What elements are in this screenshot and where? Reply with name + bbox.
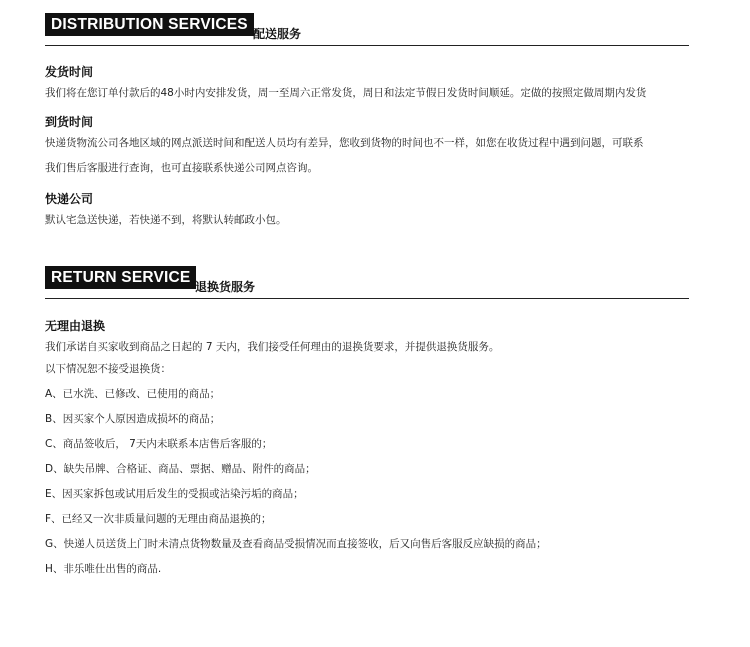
arrival-time-line: 我们售后客服进行查询，也可直接联系快递公司网点咨询。 — [45, 162, 318, 174]
return-policy-line: 我们承诺自买家收到商品之日起的 7 天内，我们接受任何理由的退换货要求，并提供退换货服务。 — [45, 341, 500, 353]
return-exclusion-item: A、已水洗、已修改、已使用的商品； — [45, 388, 221, 400]
no-reason-return-title: 无理由退换 — [45, 319, 106, 333]
shipping-time-title: 发货时间 — [45, 65, 94, 79]
return-policy-line: 以下情况恕不接受退换货： — [45, 363, 171, 375]
return-badge: RETURN SERVICE — [45, 266, 196, 289]
return-divider — [45, 298, 689, 299]
arrival-time-title: 到货时间 — [45, 115, 94, 129]
courier-block — [45, 191, 735, 227]
courier-line: 默认宅急送快递，若快递不到，将默认转邮政小包。 — [45, 214, 287, 226]
return-section-header — [45, 266, 689, 306]
return-exclusion-item: G、快递人员送货上门时未清点货物数量及查看商品受损情况而直接签收，后又向售后客服反应缺损的商品； — [45, 538, 547, 550]
return-exclusion-item: F、已经又一次非质量问题的无理由商品退换的； — [45, 513, 272, 525]
arrival-time-block — [45, 114, 735, 175]
courier-title: 快递公司 — [45, 192, 94, 206]
return-exclusion-item: H、非乐唯仕出售的商品. — [45, 563, 162, 575]
distribution-divider — [45, 45, 689, 46]
distribution-section-header — [45, 13, 689, 53]
shipping-time-line: 我们将在您订单付款后的48小时内安排发货，周一至周六正常发货，周日和法定节假日发货时间顺延。定做的按照定做周期内发货 — [45, 87, 647, 99]
arrival-time-line: 快递货物流公司各地区域的网点派送时间和配送人员均有差异，您收到货物的时间也不一样，如您在收货过程中遇到问题，可联系 — [45, 137, 644, 149]
shipping-time-block — [45, 64, 735, 100]
return-exclusion-item: B、因买家个人原因造成损坏的商品； — [45, 413, 221, 425]
no-reason-return-block — [45, 318, 735, 576]
return-exclusion-item: C、商品签收后， 7天内未联系本店售后客服的； — [45, 438, 273, 450]
distribution-subtitle: 配送服务 — [253, 27, 302, 41]
return-subtitle: 退换货服务 — [195, 280, 256, 294]
distribution-badge: DISTRIBUTION SERVICES — [45, 13, 254, 36]
return-exclusion-item: E、因买家拆包或试用后发生的受损或沾染污垢的商品； — [45, 488, 304, 500]
return-exclusion-item: D、缺失吊牌、合格证、商品、票据、赠品、附件的商品； — [45, 463, 316, 475]
